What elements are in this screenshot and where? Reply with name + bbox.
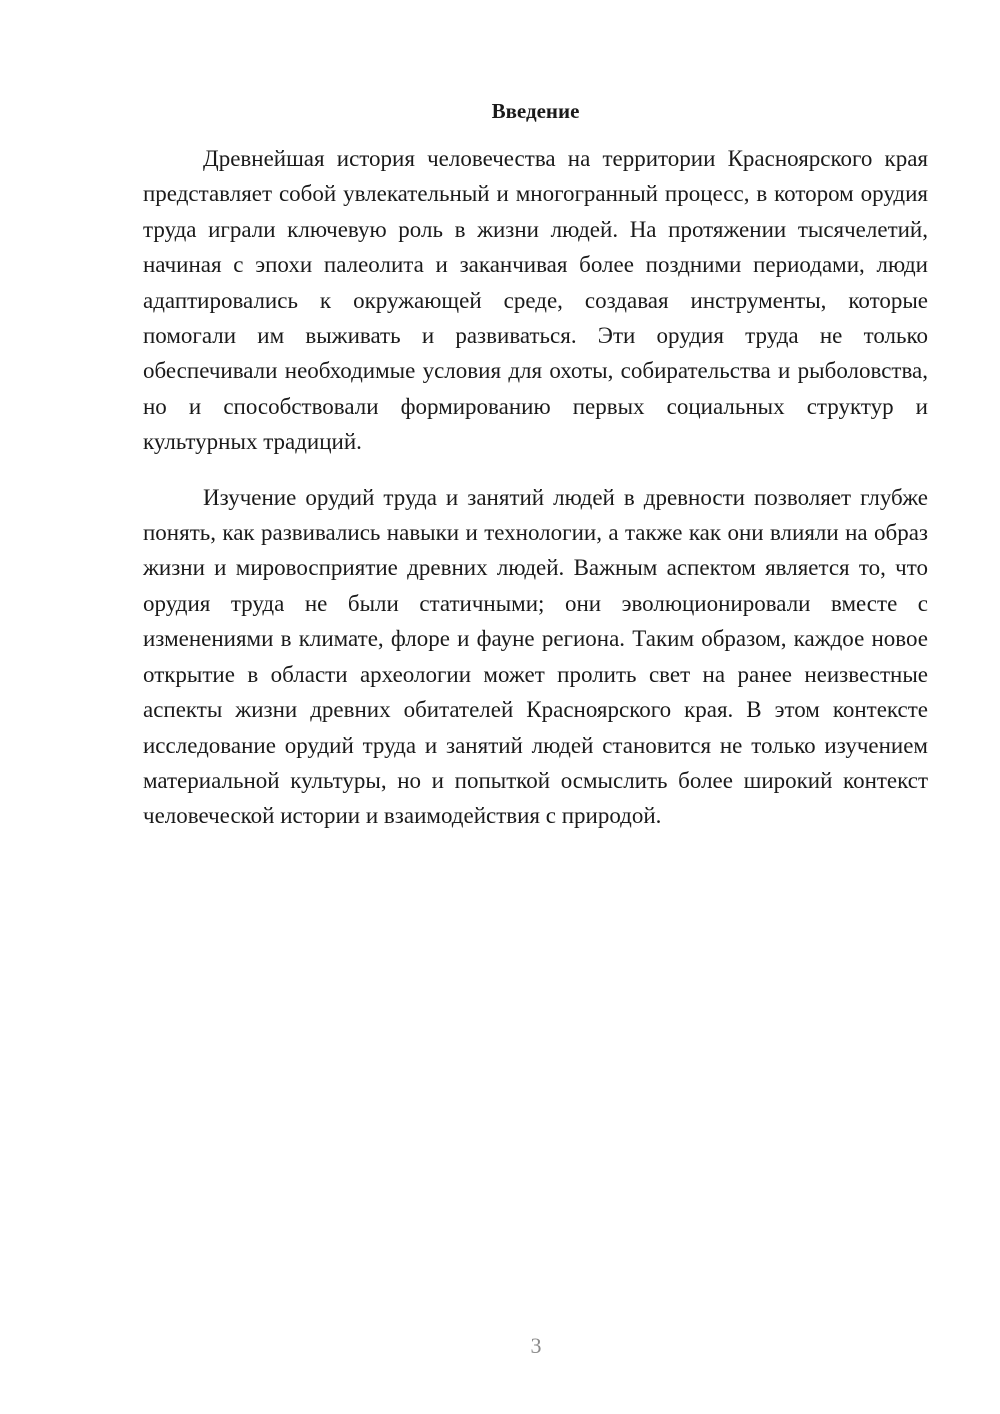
page-number: 3 [530, 1333, 542, 1358]
paragraph-2: Изучение орудий труда и занятий людей в древности позволяет глубже понять, как развивались навыки и технологии, а также как они влияли на образ жизни и мировосприятие древних людей. Важным аспектом является то, что орудия труда не были статичными; они эволюционировали вместе с изменениями в климате, флоре и фауне региона. Таким образом, каждое новое открытие в области археологии может пролить свет на ранее неизвестные аспекты жизни древних обитателей Красноярского края. В этом контексте исследование орудий труда и занятий людей становится не только изучением материальной культуры, но и попыткой осмыслить более широкий контекст человеческой истории и взаимодействия с природой. [143, 484, 928, 829]
section-title: Введение [491, 99, 580, 123]
paragraph-1: Древнейшая история человечества на территории Красноярского края представляет собой увлекательный и многогранный процесс, в котором орудия труда играли ключевую роль в жизни людей. На протяжении тысячелетий, начиная с эпохи палеолита и заканчивая более поздними периодами, люди адаптировались к окружающей среде, создавая инструменты, которые помогали им выживать и развиваться. Эти орудия труда не только обеспечивали необходимые условия для охоты, собирательства и рыболовства, но и способствовали формированию первых социальных структур и культурных традиций. [143, 146, 928, 455]
page-content [143, 96, 928, 834]
